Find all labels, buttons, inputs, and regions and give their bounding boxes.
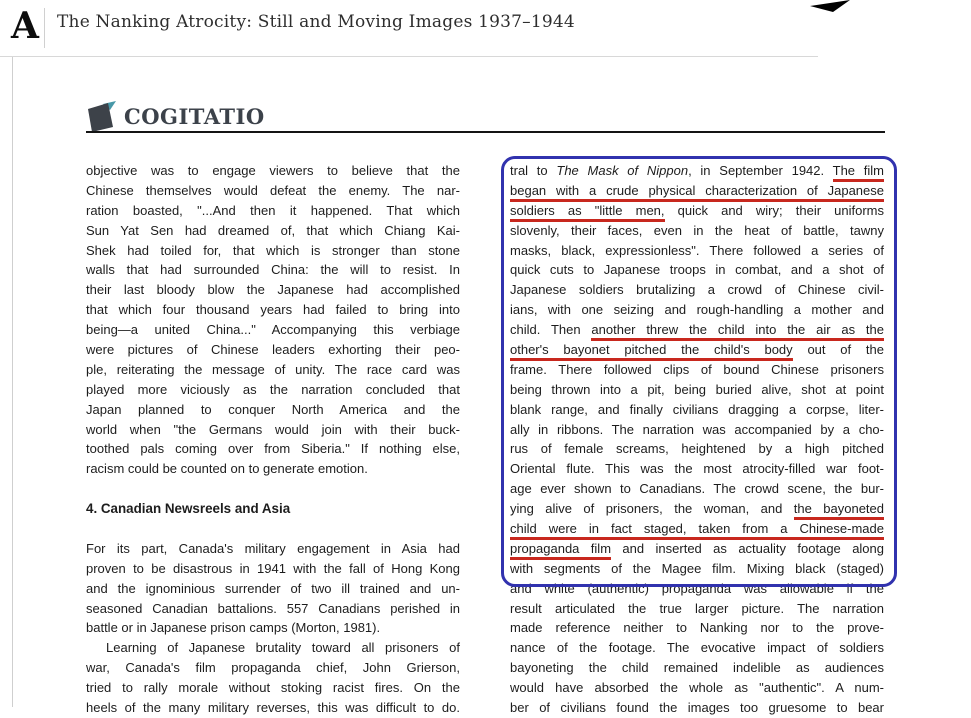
text-line: child. Then another threw the child into the air as the <box>510 320 884 340</box>
text-line: and the ignominious surrender of two ill trained and un- <box>86 580 460 596</box>
text-line: toothed pals coming over from Siberia." If nothing else, <box>86 441 460 457</box>
text-line: would have absorbed the whole as "authentic". A num- <box>510 680 884 696</box>
text-line: nance of the footage. The evocative impact of soldiers <box>510 640 884 656</box>
page-edge-line <box>12 57 13 707</box>
text-line <box>510 519 884 539</box>
text-line: propaganda film and inserted as actuality footage along <box>510 539 884 559</box>
text-line: racism could be counted on to generate emotion. <box>86 461 368 477</box>
text-line: were pictures of Chinese leaders exhorting their peo- <box>86 342 460 358</box>
red-underlined-phrase: another threw the child into the air as the <box>591 322 884 341</box>
publisher-logo <box>86 99 265 133</box>
text-line: battle or in Japanese prison camps (Morton, 1981). <box>86 620 381 636</box>
text-line: being—a united China..." Accompanying this verbiage <box>86 322 460 338</box>
text-line: result articulated the true larger picture. The narration <box>510 600 884 616</box>
paragraph-gap <box>86 519 460 539</box>
text-line: their last bloody blow the Japanese had accomplished <box>86 282 460 298</box>
text-line: ying alive of prisoners, the woman, and the bayoneted <box>510 499 884 519</box>
text-line: For its part, Canada's military engagement in Asia had <box>86 540 460 556</box>
text-line: and white (authentic) propaganda was allowable if the <box>510 580 884 596</box>
text-line <box>510 181 884 201</box>
text-line: Japan planned to conquer North America and the <box>86 401 460 417</box>
text-line: Japanese soldiers brutalizing a crowd of Chinese civil- <box>510 282 884 298</box>
text-line: heels of the many military reverses, this was difficult to do. <box>86 700 460 716</box>
left-text-column <box>86 161 460 718</box>
text-line: slovenly, their faces, even in the heat of battle, tawny <box>510 222 884 238</box>
text-line: proven to be disastrous in 1941 with the fall of Hong Kong <box>86 560 460 576</box>
text-line: ber of civilians found the images too gruesome to bear <box>510 700 884 716</box>
book-icon <box>86 99 118 133</box>
text-line: with segments of the Magee film. Mixing black (staged) <box>510 560 884 576</box>
text-line: soldiers as "little men, quick and wiry; their uniforms <box>510 201 884 221</box>
cursor-arrow-icon <box>810 0 852 12</box>
text-line: ians, with one seizing and rough-handling a mother and <box>510 302 884 318</box>
red-underlined-phrase: the bayoneted <box>794 501 884 520</box>
red-underlined-phrase: The film <box>833 163 884 182</box>
red-underlined-phrase: soldiers as "little men, <box>510 203 665 222</box>
text-line: made reference neither to Nanking nor to the prove- <box>510 620 884 636</box>
publisher-name: COGITATIO <box>124 103 265 129</box>
text-line: Oriental flute. This was the most atrocity-filled war foot- <box>510 461 884 477</box>
text-line: Sun Yat Sen had dreamed of, that which Chiang Kai- <box>86 222 460 238</box>
text-line: objective was to engage viewers to believe that the <box>86 163 460 178</box>
text-line: Shek had toiled for, that which is stronger than stone <box>86 242 460 258</box>
text-line: age ever shown to Canadians. The crowd scene, the bur- <box>510 481 884 497</box>
paragraph-gap <box>86 479 460 499</box>
text-line: ration boasted, "...And then it happened. That which <box>86 202 460 218</box>
logo-rule <box>86 131 885 133</box>
text-line: seasoned Canadian battalions. 557 Canadians perished in <box>86 600 460 616</box>
site-logo-letter: A <box>11 5 39 47</box>
text-line: played more viciously as the narration concluded that <box>86 381 460 397</box>
text-line: tral to The Mask of Nippon, in September 1942. The film <box>510 161 884 181</box>
red-underlined-phrase: other's bayonet pitched the child's body <box>510 342 793 361</box>
text-line: being thrown into a pit, being buried alive, shot at point <box>510 381 884 397</box>
text-line: blank range, and finally civilians dragging a corpse, liter- <box>510 401 884 417</box>
text-line: Learning of Japanese brutality toward all prisoners of <box>106 640 460 656</box>
header-divider <box>44 8 45 48</box>
text-line: bayoneting the child remained indelible as audiences <box>510 660 884 676</box>
red-underlined-phrase: child were in fact staged, taken from a Chinese-made <box>510 521 884 540</box>
text-line: ally in ribbons. The narration was accompanied by a cho- <box>510 421 884 437</box>
section-heading: 4. Canadian Newsreels and Asia <box>86 501 291 517</box>
header-rule <box>0 56 818 57</box>
red-underlined-phrase: began with a crude physical characterization of Japanese <box>510 183 884 202</box>
red-underlined-phrase: propaganda film <box>510 541 611 560</box>
text-line: quick cuts to Japanese troops in combat, and a shot of <box>510 262 884 278</box>
text-line: frame. There followed clips of bound Chinese prisoners <box>510 361 884 377</box>
text-line: war, Canada's film propaganda chief, John Grierson, <box>86 660 460 676</box>
text-line: rus of female screams, heightened by a high pitched <box>510 441 884 457</box>
page-title: The Nanking Atrocity: Still and Moving Images 1937–1944 <box>57 12 575 32</box>
text-line: that which four thousand years had failed to bring into <box>86 302 460 318</box>
text-line: Chinese themselves would defeat the enemy. The nar- <box>86 182 460 198</box>
text-line: other's bayonet pitched the child's body out of the <box>510 340 884 360</box>
right-text-column <box>510 161 884 718</box>
text-line: tried to rally morale without stoking racist fires. On the <box>86 680 460 696</box>
text-line: ple, reiterating the message of unity. The race card was <box>86 361 460 377</box>
text-line: masks, black, expressionless". There followed a series of <box>510 242 884 258</box>
text-line: world when "the Germans would join with their buck- <box>86 421 460 437</box>
text-line: walls that had surrounded China: the will to resist. In <box>86 262 460 278</box>
